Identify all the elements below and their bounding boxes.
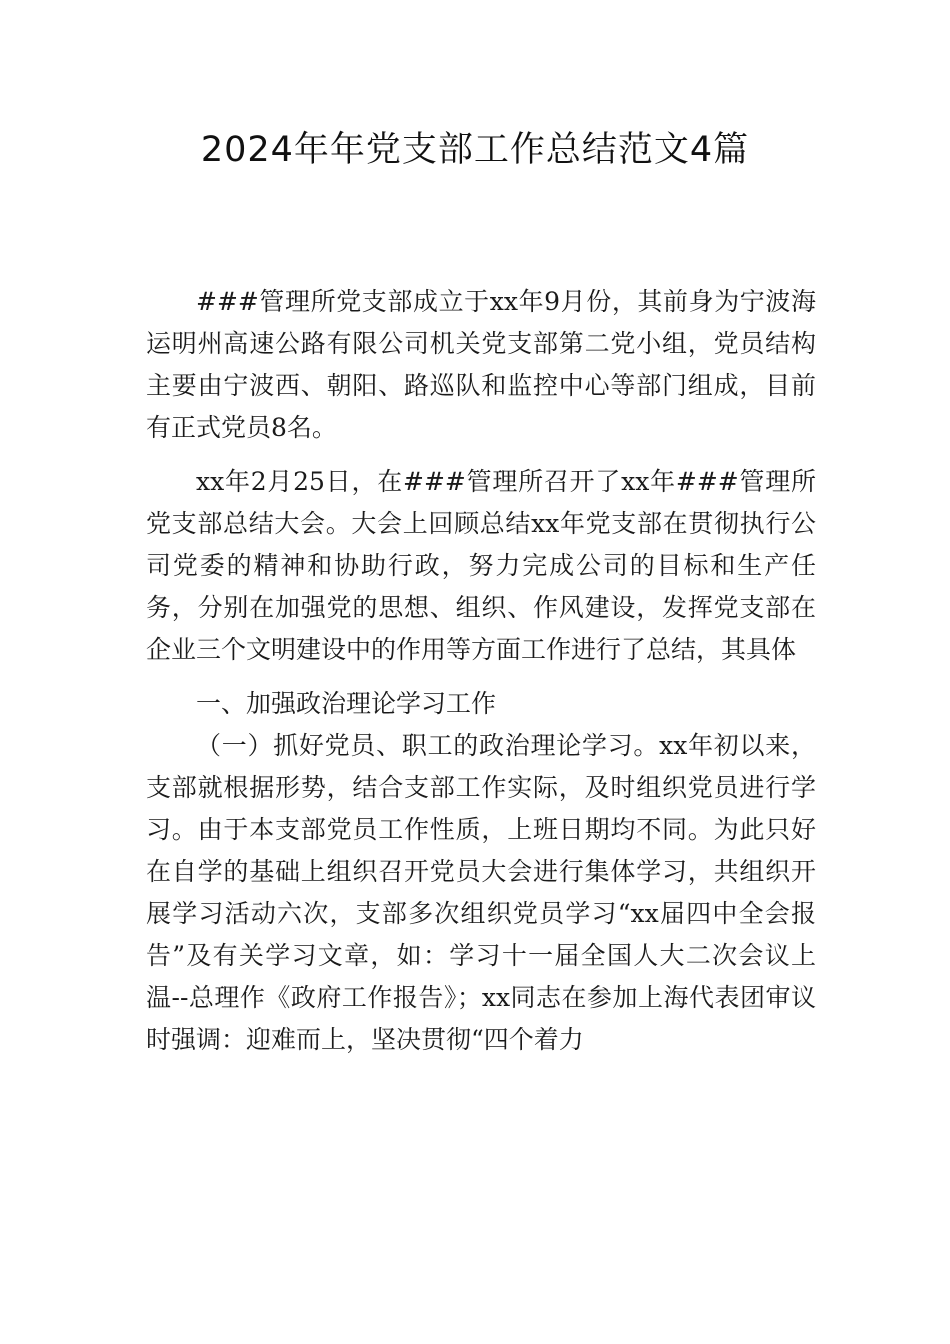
- paragraph-study-details: （一）抓好党员、职工的政治理论学习。xx年初以来，支部就根据形势，结合支部工作实际，及时组织党员进行学习。由于本支部党员工作性质，上班日期均不同。为此只好在自学的基础上组织召开党员大会进行集体学习，共组织开展学习活动六次，支部多次组织党员学习“xx届四中全会报告”及有关学习文章，如：学习十一届全国人大二次会议上温--总理作《政府工作报告》；xx同志在参加上海代表团审议时强调：迎难而上，坚决贯彻“四个着力: [146, 731, 816, 1054]
- section-heading-political-study: 一、加强政治理论学习工作: [196, 689, 497, 718]
- document-title: 2024年年党支部工作总结范文4篇: [200, 130, 750, 170]
- paragraph-branch-intro: ###管理所党支部成立于xx年9月份，其前身为宁波海运明州高速公路有限公司机关党支部第二党小组，党员结构主要由宁波西、朝阳、路巡队和监控中心等部门组成，目前有正式党员8名。: [146, 287, 816, 442]
- paragraph-summary-meeting: xx年2月25日，在###管理所召开了xx年###管理所党支部总结大会。大会上回顾总结xx年党支部在贯彻执行公司党委的精神和协助行政，努力完成公司的目标和生产任务，分别在加强党的思想、组织、作风建设，发挥党支部在企业三个文明建设中的作用等方面工作进行了总结，其具体: [146, 467, 816, 664]
- document-body: [146, 281, 816, 1073]
